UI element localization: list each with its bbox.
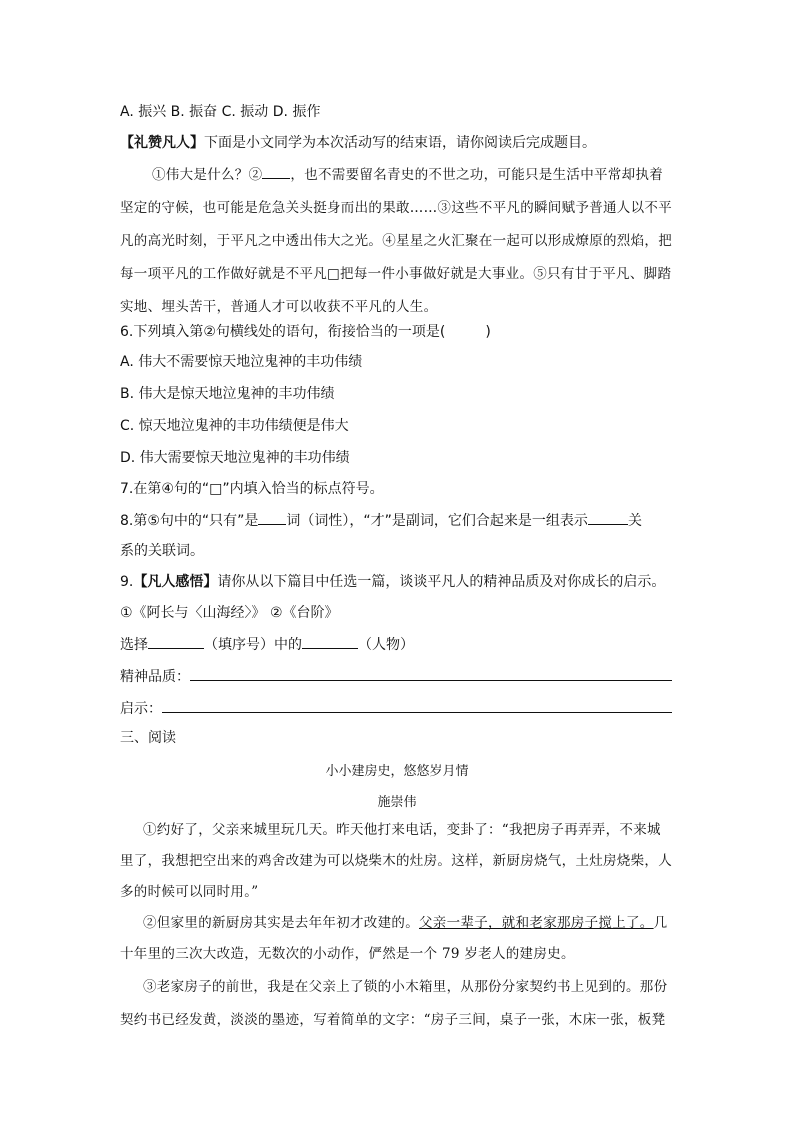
insight-label: 启示： <box>120 701 162 717</box>
article-p2-text-a: ②但家里的新厨房其实是去年年初才改建的。 <box>143 915 419 931</box>
question-6-option-a: A. 伟大不需要惊天地泣鬼神的丰功伟绩 <box>120 354 363 370</box>
question-6-option-c: C. 惊天地泣鬼神的丰功伟绩便是伟大 <box>120 418 349 434</box>
question-8-line-1 <box>120 510 642 531</box>
question-6-text: 6.下列填入第②句横线处的语句，衔接恰当的一项是( <box>120 324 446 340</box>
article-p1-line-3: 多的时候可以同时用。” <box>120 884 259 900</box>
passage-line-5: 实地、埋头苦干，普通人才可以收获不平凡的人生。 <box>120 299 438 315</box>
question-9-text: 请你从以下篇目中任选一篇，谈谈平凡人的精神品质及对你成长的启示。 <box>217 574 666 590</box>
question-8-part-3: 关 <box>627 513 642 529</box>
question-8-part-2: 词（词性），“才”是副词，它们合起来是一组表示 <box>286 513 588 529</box>
question-9-works: ①《阿长与〈山海经〉》 ②《台阶》 <box>120 605 339 621</box>
blank-word-class <box>258 510 286 525</box>
quality-answer-line <box>190 666 672 681</box>
question-9-stem <box>120 572 665 592</box>
passage-line-1a: ①伟大是什么？② <box>152 167 263 183</box>
insight-answer-line <box>162 698 672 713</box>
quality-line <box>120 666 672 687</box>
blank-character <box>302 634 358 649</box>
article-p2-underlined: 父亲一辈子，就和老家那房子搅上了。 <box>419 915 654 931</box>
question-6-paren-end: ) <box>485 324 491 340</box>
choose-label: 选择 <box>120 637 148 653</box>
quality-label: 精神品质： <box>120 669 190 685</box>
article-p2-line-1 <box>143 913 667 933</box>
question-7: 7.在第④句的“□”内填入恰当的标点符号。 <box>120 481 384 497</box>
section-ligan-tag: 【礼赞凡人】 <box>120 135 204 151</box>
article-p1-line-1: ①约好了，父亲来城里玩几天。昨天他打来电话，变卦了：“我把房子再弄弄，不来城 <box>143 822 661 838</box>
article-p2-line-2: 十年里的三次大改造，无数次的小动作，俨然是一个 79 岁老人的建房史。 <box>120 946 575 962</box>
article-author: 施崇伟 <box>377 795 417 810</box>
answer-options-line: A. 振兴 B. 振奋 C. 振动 D. 振作 <box>120 104 321 120</box>
article-p3-line-2: 契约书已经发黄，淡淡的墨迹，写着简单的文字：“房子三间，桌子一张，木床一张，板凳 <box>120 1012 666 1028</box>
blank-sentence-2 <box>262 164 290 179</box>
article-p2-text-b: 几 <box>653 915 668 931</box>
insight-line <box>120 698 672 719</box>
question-6-stem <box>120 322 491 342</box>
question-9-number: 9. <box>120 574 134 590</box>
passage-line-4: 每一项平凡的工作做好就是不平凡□把每一件小事做好就是大事业。⑤只有甘于平凡、脚踏 <box>120 266 672 282</box>
section-ligan-header <box>120 133 596 153</box>
article-title: 小小建房史，悠悠岁月情 <box>325 764 469 779</box>
passage-line-1b: ，也不需要留名青史的不世之功，可能只是生活中平常却执着 <box>290 167 664 183</box>
question-6-option-d: D. 伟大需要惊天地泣鬼神的丰功伟绩 <box>120 450 350 466</box>
question-8-line-2: 系的关联词。 <box>120 543 204 559</box>
section-reading-heading: 三、阅读 <box>120 730 176 746</box>
blank-choice-number <box>148 634 204 649</box>
question-9-choose-line <box>120 634 414 655</box>
article-p1-line-2: 里了，我想把空出来的鸡舍改建为可以烧柴木的灶房。这样，新厨房烧气，土灶房烧柴，人 <box>120 853 672 869</box>
passage-line-1 <box>152 164 663 185</box>
passage-line-2: 坚定的守候，也可能是危急关头挺身而出的果敢……③这些不平凡的瞬间赋予普通人以不平 <box>120 200 672 216</box>
section-ligan-instruction: 下面是小文同学为本次活动写的结束语，请你阅读后完成题目。 <box>204 135 596 151</box>
choose-middle: （填序号）中的 <box>204 637 302 653</box>
blank-relation <box>588 510 628 525</box>
passage-line-3: 凡的高光时刻，于平凡之中透出伟大之光。④星星之火汇聚在一起可以形成燎原的烈焰，把 <box>120 233 672 249</box>
question-9-tag: 【凡人感悟】 <box>133 574 218 590</box>
article-p3-line-1: ③老家房子的前世，我是在父亲上了锁的小木箱里，从那份分家契约书上见到的。那份 <box>143 979 668 995</box>
question-6-option-b: B. 伟大是惊天地泣鬼神的丰功伟绩 <box>120 386 335 402</box>
question-8-part-1: 8.第⑤句中的“只有”是 <box>120 513 259 529</box>
choose-end: （人物） <box>358 637 414 653</box>
